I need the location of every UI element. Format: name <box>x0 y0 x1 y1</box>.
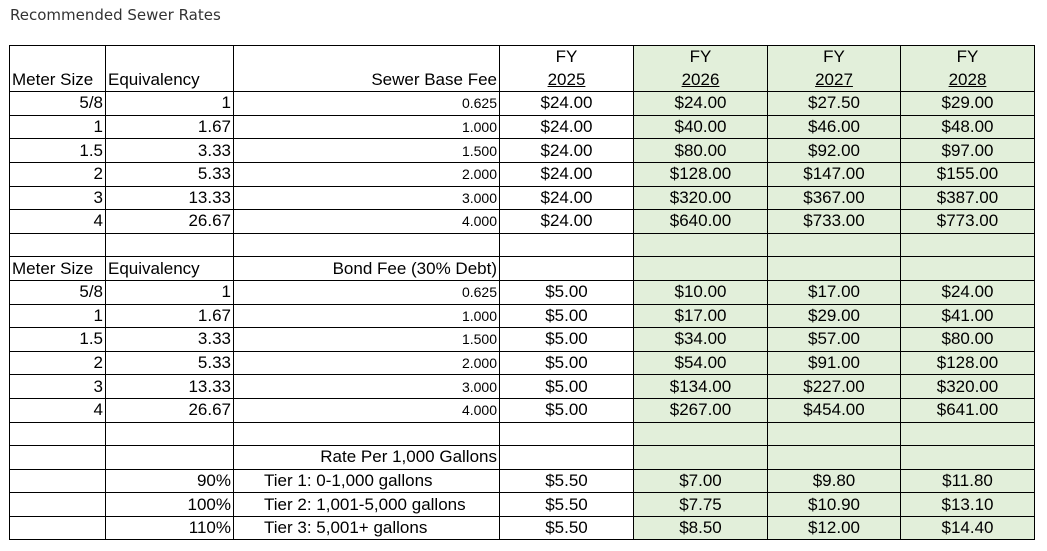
rate-value: $24.00 <box>901 280 1035 304</box>
rate-value: $24.00 <box>500 139 634 163</box>
equivalency: 3.33 <box>106 328 234 352</box>
rate-value: $454.00 <box>768 398 901 422</box>
blank-cell <box>634 446 768 470</box>
blank-cell <box>10 233 106 257</box>
equivalency: 26.67 <box>106 398 234 422</box>
fiscal-year-header: 2025 <box>500 69 634 92</box>
rate-value: $13.10 <box>901 493 1035 517</box>
blank-cell <box>500 257 634 281</box>
rate-value: $227.00 <box>768 375 901 399</box>
meter-factor: 1.000 <box>234 115 500 139</box>
blank-cell <box>106 446 234 470</box>
meter-size: 3 <box>10 375 106 399</box>
blank-cell <box>500 233 634 257</box>
base-fee-row <box>10 115 1035 139</box>
fiscal-year-header: 2027 <box>768 69 901 92</box>
blank-cell <box>500 422 634 446</box>
blank-cell <box>901 257 1035 281</box>
blank-cell <box>500 446 634 470</box>
header-row-columns <box>10 69 1035 92</box>
rate-value: $320.00 <box>901 375 1035 399</box>
volume-tier-row <box>10 469 1035 493</box>
equivalency: 26.67 <box>106 210 234 234</box>
blank-cell <box>634 233 768 257</box>
bond-fee-row <box>10 375 1035 399</box>
meter-factor: 3.000 <box>234 375 500 399</box>
rate-value: $24.00 <box>634 92 768 116</box>
bond-fee-row <box>10 280 1035 304</box>
rate-value: $41.00 <box>901 304 1035 328</box>
equivalency: 1.67 <box>106 304 234 328</box>
meter-factor: 3.000 <box>234 186 500 210</box>
rate-value: $5.00 <box>500 375 634 399</box>
volume-header-row <box>10 446 1035 470</box>
bond-header-row <box>10 257 1035 281</box>
rate-value: $91.00 <box>768 351 901 375</box>
blank-cell <box>634 422 768 446</box>
rate-value: $134.00 <box>634 375 768 399</box>
volume-tier-row <box>10 493 1035 517</box>
fy-label: FY <box>768 46 901 69</box>
equivalency: 5.33 <box>106 351 234 375</box>
equivalency: 13.33 <box>106 186 234 210</box>
bond-fee-header: Bond Fee (30% Debt) <box>234 257 500 281</box>
rate-value: $7.00 <box>634 469 768 493</box>
volume-tier-row <box>10 516 1035 540</box>
rate-value: $40.00 <box>634 115 768 139</box>
spacer-row <box>10 422 1035 446</box>
fiscal-year-header: 2028 <box>901 69 1035 92</box>
meter-size: 3 <box>10 186 106 210</box>
tier-percent: 110% <box>106 516 234 540</box>
rate-value: $14.40 <box>901 516 1035 540</box>
rate-value: $7.75 <box>634 493 768 517</box>
sewer-base-fee-header: Sewer Base Fee <box>234 69 500 92</box>
rate-value: $12.00 <box>768 516 901 540</box>
blank-cell <box>768 446 901 470</box>
sewer-rates-table <box>9 45 1035 540</box>
blank-cell <box>234 422 500 446</box>
rate-value: $320.00 <box>634 186 768 210</box>
meter-size: 5/8 <box>10 92 106 116</box>
meter-factor: 0.625 <box>234 92 500 116</box>
rate-value: $267.00 <box>634 398 768 422</box>
base-fee-row <box>10 186 1035 210</box>
rate-value: $155.00 <box>901 162 1035 186</box>
rate-value: $24.00 <box>500 210 634 234</box>
meter-size-header: Meter Size <box>10 257 106 281</box>
blank-cell <box>10 493 106 517</box>
rate-value: $5.00 <box>500 351 634 375</box>
rate-value: $5.00 <box>500 398 634 422</box>
equivalency: 1.67 <box>106 115 234 139</box>
fy-label: FY <box>500 46 634 69</box>
rate-value: $80.00 <box>634 139 768 163</box>
rate-value: $24.00 <box>500 115 634 139</box>
tier-label: Tier 2: 1,001-5,000 gallons <box>234 493 500 517</box>
page-title: Recommended Sewer Rates <box>10 6 221 24</box>
bond-fee-row <box>10 398 1035 422</box>
rate-value: $5.00 <box>500 304 634 328</box>
rate-value: $11.80 <box>901 469 1035 493</box>
meter-factor: 2.000 <box>234 162 500 186</box>
rate-value: $8.50 <box>634 516 768 540</box>
blank-cell <box>901 422 1035 446</box>
blank-cell <box>768 422 901 446</box>
meter-size: 5/8 <box>10 280 106 304</box>
blank-cell <box>10 446 106 470</box>
blank-cell <box>106 46 234 69</box>
blank-cell <box>106 422 234 446</box>
rate-per-1000-gallons-header: Rate Per 1,000 Gallons <box>234 446 500 470</box>
rate-value: $128.00 <box>634 162 768 186</box>
fiscal-year-header: 2026 <box>634 69 768 92</box>
equivalency: 1 <box>106 280 234 304</box>
rate-value: $641.00 <box>901 398 1035 422</box>
rate-value: $48.00 <box>901 115 1035 139</box>
meter-size: 1.5 <box>10 328 106 352</box>
meter-size: 2 <box>10 351 106 375</box>
rate-value: $29.00 <box>901 92 1035 116</box>
rate-value: $5.00 <box>500 328 634 352</box>
rate-value: $24.00 <box>500 162 634 186</box>
base-fee-row <box>10 162 1035 186</box>
base-fee-row <box>10 92 1035 116</box>
rate-value: $147.00 <box>768 162 901 186</box>
rate-value: $17.00 <box>768 280 901 304</box>
rate-value: $5.50 <box>500 469 634 493</box>
blank-cell <box>10 422 106 446</box>
meter-size: 1 <box>10 115 106 139</box>
rate-value: $57.00 <box>768 328 901 352</box>
fy-label: FY <box>634 46 768 69</box>
base-fee-row <box>10 210 1035 234</box>
equivalency-header: Equivalency <box>106 69 234 92</box>
blank-cell <box>901 233 1035 257</box>
rate-value: $46.00 <box>768 115 901 139</box>
blank-cell <box>10 516 106 540</box>
blank-cell <box>10 46 106 69</box>
blank-cell <box>768 257 901 281</box>
equivalency: 3.33 <box>106 139 234 163</box>
meter-size: 1 <box>10 304 106 328</box>
meter-size: 4 <box>10 210 106 234</box>
rate-value: $5.00 <box>500 280 634 304</box>
base-fee-row <box>10 139 1035 163</box>
equivalency: 1 <box>106 92 234 116</box>
meter-factor: 0.625 <box>234 280 500 304</box>
blank-cell <box>768 233 901 257</box>
blank-cell <box>634 257 768 281</box>
rate-value: $10.90 <box>768 493 901 517</box>
rate-value: $128.00 <box>901 351 1035 375</box>
rate-value: $29.00 <box>768 304 901 328</box>
rate-value: $5.50 <box>500 493 634 517</box>
rate-value: $5.50 <box>500 516 634 540</box>
bond-fee-row <box>10 304 1035 328</box>
rate-value: $34.00 <box>634 328 768 352</box>
rate-value: $9.80 <box>768 469 901 493</box>
blank-cell <box>901 446 1035 470</box>
rate-value: $367.00 <box>768 186 901 210</box>
meter-size: 4 <box>10 398 106 422</box>
meter-factor: 1.500 <box>234 328 500 352</box>
spacer-row <box>10 233 1035 257</box>
rate-value: $54.00 <box>634 351 768 375</box>
rate-value: $24.00 <box>500 92 634 116</box>
tier-label: Tier 1: 0-1,000 gallons <box>234 469 500 493</box>
tier-percent: 90% <box>106 469 234 493</box>
blank-cell <box>106 233 234 257</box>
meter-size: 2 <box>10 162 106 186</box>
blank-cell <box>10 469 106 493</box>
fy-label: FY <box>901 46 1035 69</box>
rate-value: $773.00 <box>901 210 1035 234</box>
tier-label: Tier 3: 5,001+ gallons <box>234 516 500 540</box>
rate-value: $640.00 <box>634 210 768 234</box>
bond-fee-row <box>10 328 1035 352</box>
meter-size: 1.5 <box>10 139 106 163</box>
meter-size-header: Meter Size <box>10 69 106 92</box>
bond-fee-row <box>10 351 1035 375</box>
blank-cell <box>234 46 500 69</box>
rate-value: $24.00 <box>500 186 634 210</box>
rate-value: $27.50 <box>768 92 901 116</box>
meter-factor: 2.000 <box>234 351 500 375</box>
equivalency-header: Equivalency <box>106 257 234 281</box>
meter-factor: 4.000 <box>234 398 500 422</box>
rate-value: $733.00 <box>768 210 901 234</box>
header-row-fy <box>10 46 1035 69</box>
rate-value: $17.00 <box>634 304 768 328</box>
meter-factor: 1.000 <box>234 304 500 328</box>
equivalency: 13.33 <box>106 375 234 399</box>
rate-value: $80.00 <box>901 328 1035 352</box>
meter-factor: 4.000 <box>234 210 500 234</box>
tier-percent: 100% <box>106 493 234 517</box>
rate-value: $92.00 <box>768 139 901 163</box>
equivalency: 5.33 <box>106 162 234 186</box>
rate-value: $387.00 <box>901 186 1035 210</box>
rate-value: $97.00 <box>901 139 1035 163</box>
blank-cell <box>234 233 500 257</box>
rate-value: $10.00 <box>634 280 768 304</box>
meter-factor: 1.500 <box>234 139 500 163</box>
